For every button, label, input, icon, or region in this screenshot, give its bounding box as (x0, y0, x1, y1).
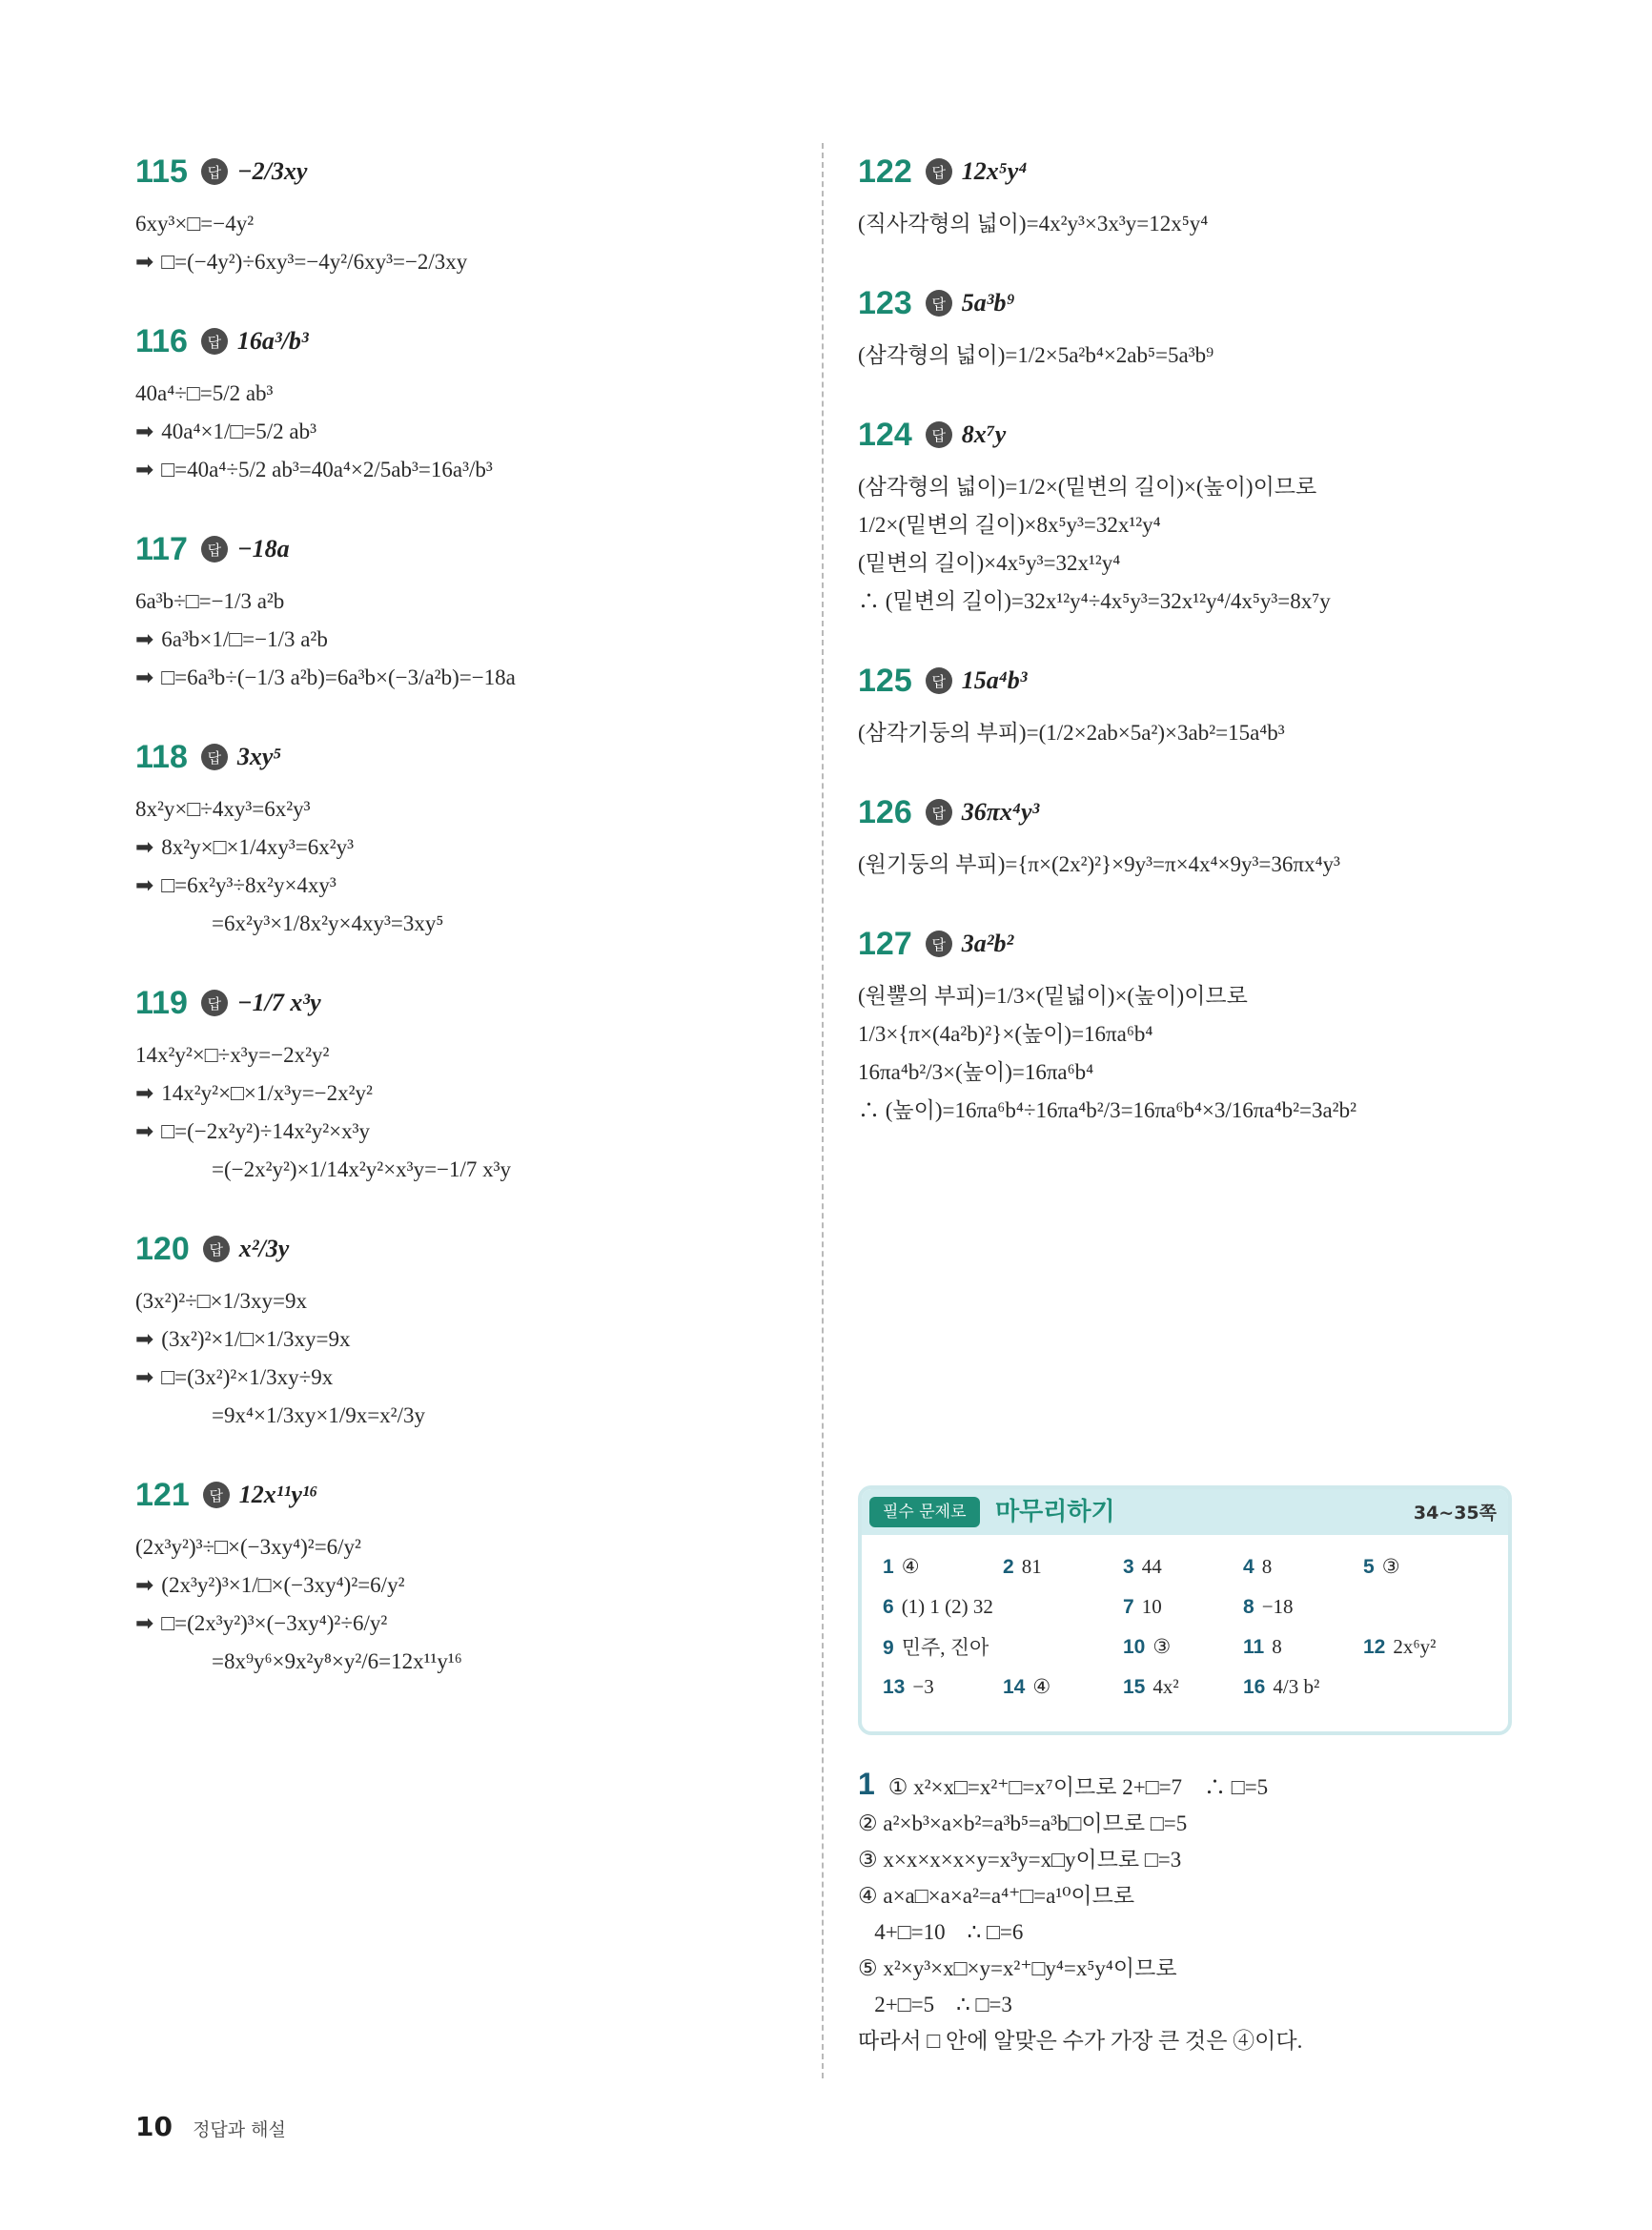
solution-line: ➡ □=(−2x²y²)÷14x²y²×x³y (135, 1117, 803, 1146)
solution-line: ➡ □=6x²y³÷8x²y×4xy³ (135, 871, 803, 900)
problem-answer: −2/3xy (236, 157, 308, 185)
answer-badge: 답 (201, 158, 228, 185)
summary-answer-number: 5 (1363, 1555, 1375, 1578)
summary-answer-value: 8 (1272, 1634, 1282, 1658)
summary-row (883, 1546, 1483, 1586)
solution-text: 따라서 □ 안에 알맞은 수가 가장 큰 것은 ④이다. (858, 2029, 1303, 2053)
problem-number: 119 (135, 984, 188, 1021)
problem-block (858, 915, 1525, 1125)
solution-line (858, 1954, 1506, 1983)
problem-block (135, 1220, 803, 1430)
problem-block (858, 784, 1525, 879)
solution-line: 14x²y²×□÷x³y=−2x²y² (135, 1043, 330, 1067)
solution-line: (2x³y²)³÷□×(−3xy⁴)²=6/y² (135, 1535, 361, 1559)
problem-block (135, 974, 803, 1184)
problem-answer: 15a⁴b³ (961, 666, 1028, 694)
solution-line: ∴ (높이)=16πa⁶b⁴÷16πa⁴b²/3=16πa⁶b⁴×3/16πa⁴b²=3a²b² (858, 1098, 1356, 1122)
summary-answer-number: 3 (1123, 1555, 1134, 1578)
problem-answer: −1/7 x³y (236, 989, 321, 1016)
footer-label: 정답과 해설 (193, 2119, 286, 2140)
solution-line (858, 1882, 1506, 1911)
summary-answer-number: 2 (1003, 1555, 1014, 1578)
solution-line: ➡ □=40a⁴÷5/2 ab³=40a⁴×2/5ab³=16a³/b³ (135, 456, 803, 484)
summary-answer (883, 1555, 1003, 1579)
summary-answer-number: 11 (1243, 1635, 1265, 1658)
solution-line: ➡ 6a³b×1/□=−1/3 a²b (135, 625, 803, 654)
problem-answer: 3a²b² (961, 930, 1014, 957)
solution-line: 6a³b÷□=−1/3 a²b (135, 589, 285, 613)
problem-number: 115 (135, 153, 188, 190)
summary-answer (1363, 1635, 1483, 1659)
problem-header (135, 974, 803, 1032)
summary-answer-value: 2x⁶y² (1393, 1634, 1437, 1658)
problem-header (858, 915, 1525, 972)
problem-number: 125 (858, 662, 912, 699)
summary-answer-number: 15 (1123, 1675, 1146, 1698)
solution-line: 40a⁴÷□=5/2 ab³ (135, 381, 274, 405)
problem-answer: 36πx⁴y³ (961, 798, 1040, 826)
summary-answer-value: 민주, 진아 (901, 1636, 989, 1659)
summary-answer-value: 4/3 b² (1273, 1674, 1320, 1698)
answer-badge: 답 (201, 328, 228, 355)
summary-answer (1123, 1555, 1243, 1579)
solution-text: ④ a×a□×a×a²=a⁴⁺□=a¹⁰이므로 (858, 1884, 1135, 1908)
solution-line: 16πa⁴b²/3×(높이)=16πa⁶b⁴ (858, 1060, 1094, 1084)
solution-line: =(−2x²y²)×1/14x²y²×x³y=−1/7 x³y (212, 1157, 512, 1181)
summary-pages: 34~35쪽 (1413, 1503, 1497, 1524)
problem-header (135, 1220, 803, 1278)
solution-line: ➡ □=(−4y²)÷6xy³=−4y²/6xy³=−2/3xy (135, 248, 803, 276)
summary-answer-value: 44 (1141, 1554, 1162, 1578)
solution-line: ➡ 8x²y×□×1/4xy³=6x²y³ (135, 833, 803, 862)
solution-line: (삼각기둥의 부피)=(1/2×2ab×5a²)×3ab²=15a⁴b³ (858, 721, 1285, 745)
summary-answer (1243, 1595, 1363, 1619)
problem-answer: 3xy⁵ (236, 743, 282, 770)
solution-line: (원기둥의 부피)={π×(2x²)²}×9y³=π×4x⁴×9y³=36πx⁴y³ (858, 852, 1340, 876)
summary-tag: 필수 문제로 (869, 1497, 980, 1527)
solution-line: ➡ (3x²)²×1/□×1/3xy=9x (135, 1325, 803, 1354)
solution-1 (858, 1762, 1506, 2063)
solution-line (858, 1767, 1506, 1802)
solution-line: ➡ □=(2x³y²)³×(−3xy⁴)²÷6/y² (135, 1609, 803, 1638)
solution-line (858, 1810, 1506, 1838)
problem-header (858, 143, 1525, 200)
summary-answer (1123, 1675, 1243, 1699)
summary-answer-value: 10 (1141, 1594, 1162, 1618)
summary-row (883, 1626, 1483, 1667)
summary-answer-number: 10 (1123, 1635, 1146, 1658)
summary-answer-number: 13 (883, 1675, 906, 1698)
problem-header (135, 143, 803, 200)
solution-text: ② a²×b³×a×b²=a³b⁵=a³b□이므로 □=5 (858, 1811, 1188, 1835)
summary-answer-value: 8 (1261, 1554, 1273, 1578)
problem-block (858, 143, 1525, 238)
problem-number: 117 (135, 530, 188, 567)
answer-badge: 답 (926, 421, 952, 448)
answer-badge: 답 (926, 799, 952, 826)
problem-block (135, 728, 803, 938)
solution-text: 2+□=5 ∴ □=3 (858, 1993, 1012, 2016)
problem-block (135, 1466, 803, 1676)
summary-title: 마무리하기 (995, 1498, 1115, 1526)
problem-answer: 12x⁵y⁴ (961, 157, 1028, 185)
column-divider (822, 143, 824, 2078)
problem-number: 126 (858, 793, 912, 830)
problem-number: 116 (135, 322, 188, 359)
answer-badge: 답 (201, 990, 228, 1016)
solution-line: =8x⁹y⁶×9x²y⁸×y²/6=12x¹¹y¹⁶ (212, 1649, 462, 1673)
solution-line (858, 1991, 1506, 2019)
problem-answer: 12x¹¹y¹⁶ (238, 1481, 318, 1508)
summary-answer-number: 14 (1003, 1675, 1026, 1698)
summary-answer-value: 81 (1021, 1554, 1042, 1578)
summary-answer-grid (883, 1546, 1483, 1707)
summary-answer-value: ③ (1152, 1634, 1172, 1658)
solution-line: =6x²y³×1/8x²y×4xy³=3xy⁵ (212, 911, 444, 935)
summary-answer-number: 1 (883, 1555, 894, 1578)
problem-header (858, 652, 1525, 709)
answer-badge: 답 (926, 290, 952, 317)
problem-header (135, 1466, 803, 1524)
solution-line: (삼각형의 넓이)=1/2×(밑변의 길이)×(높이)이므로 (858, 475, 1317, 499)
summary-answer (883, 1675, 1003, 1699)
solution-line: ➡ (2x³y²)³×1/□×(−3xy⁴)²=6/y² (135, 1571, 803, 1600)
page-number: 10 (135, 2111, 173, 2142)
problem-header (858, 784, 1525, 841)
summary-answer-number: 9 (883, 1637, 894, 1659)
answer-badge: 답 (201, 744, 228, 770)
solution-line: 1/3×{π×(4a²b)²}×(높이)=16πa⁶b⁴ (858, 1022, 1153, 1046)
summary-answer-number: 4 (1243, 1555, 1254, 1578)
summary-box (858, 1485, 1512, 1735)
summary-answer-value: ④ (1032, 1674, 1051, 1698)
solution-line: (3x²)²÷□×1/3xy=9x (135, 1289, 307, 1313)
solution-line: ➡ 14x²y²×□×1/x³y=−2x²y² (135, 1079, 803, 1108)
solution-line: ∴ (밑변의 길이)=32x¹²y⁴÷4x⁵y³=32x¹²y⁴/4x⁵y³=8x⁷y (858, 589, 1331, 613)
summary-answer (1363, 1555, 1483, 1579)
summary-answer (883, 1595, 1123, 1619)
problem-number: 121 (135, 1476, 190, 1513)
problem-answer: 16a³/b³ (236, 327, 309, 355)
summary-answer-number: 8 (1243, 1595, 1254, 1618)
problem-block (135, 313, 803, 484)
solution-line: 8x²y×□÷4xy³=6x²y³ (135, 797, 311, 821)
summary-answer (1003, 1675, 1123, 1699)
summary-answer (1243, 1675, 1363, 1699)
problem-header (858, 275, 1525, 332)
solution-line (858, 1918, 1506, 1947)
solution-line: (원뿔의 부피)=1/3×(밑넓이)×(높이)이므로 (858, 984, 1248, 1008)
right-column (858, 143, 1525, 1161)
summary-answer-number: 16 (1243, 1675, 1266, 1698)
problem-number: 124 (858, 416, 912, 453)
solution-line: (밑변의 길이)×4x⁵y³=32x¹²y⁴ (858, 551, 1121, 575)
summary-answer-value: (1) 1 (2) 32 (901, 1594, 993, 1618)
answer-badge: 답 (203, 1482, 230, 1508)
summary-answer-number: 7 (1123, 1595, 1134, 1618)
problem-block (135, 143, 803, 276)
answer-badge: 답 (203, 1236, 230, 1262)
problem-header (135, 521, 803, 578)
solution-line (858, 1846, 1506, 1874)
summary-answer-number: 6 (883, 1595, 894, 1618)
summary-answer (1123, 1635, 1243, 1659)
summary-answer (883, 1632, 1123, 1661)
problem-header (135, 728, 803, 786)
summary-answer-number: 12 (1363, 1635, 1386, 1658)
answer-badge: 답 (926, 931, 952, 957)
solution-line: 1/2×(밑변의 길이)×8x⁵y³=32x¹²y⁴ (858, 513, 1161, 537)
page-footer (135, 2111, 286, 2142)
solution-text: ⑤ x²×y³×x□×y=x²⁺□y⁴=x⁵y⁴이므로 (858, 1956, 1177, 1980)
problem-number: 122 (858, 153, 912, 190)
summary-answer (1243, 1555, 1363, 1579)
solution-line: (삼각형의 넓이)=1/2×5a²b⁴×2ab⁵=5a³b⁹ (858, 343, 1214, 367)
solution-text: ③ x×x×x×x×y=x³y=x□y이므로 □=3 (858, 1848, 1182, 1872)
summary-row (883, 1586, 1483, 1626)
problem-number: 120 (135, 1230, 190, 1267)
summary-answer-value: ④ (901, 1554, 920, 1578)
problem-answer: x²/3y (238, 1235, 290, 1262)
solution-line (858, 2027, 1506, 2056)
left-column (135, 143, 803, 1712)
solution-line: ➡ 40a⁴×1/□=5/2 ab³ (135, 418, 803, 446)
solution-line: =9x⁴×1/3xy×1/9x=x²/3y (212, 1403, 425, 1427)
summary-answer-value: ③ (1381, 1554, 1400, 1578)
solution-line: 6xy³×□=−4y² (135, 212, 255, 235)
summary-answer-value: −18 (1261, 1594, 1294, 1618)
answer-badge: 답 (926, 667, 952, 694)
summary-answer (1123, 1595, 1243, 1619)
solution-line: ➡ □=6a³b÷(−1/3 a²b)=6a³b×(−3/a²b)=−18a (135, 664, 803, 692)
problem-header (858, 406, 1525, 463)
problem-number: 118 (135, 738, 188, 775)
problem-block (858, 406, 1525, 616)
solution-text: ① x²×x□=x²⁺□=x⁷이므로 2+□=7 ∴ □=5 (887, 1775, 1269, 1799)
problem-answer: 8x⁷y (961, 420, 1007, 448)
summary-answer-value: −3 (912, 1674, 934, 1698)
answer-badge: 답 (926, 158, 952, 185)
summary-answer (1243, 1635, 1363, 1659)
answer-badge: 답 (201, 536, 228, 563)
problem-block (135, 521, 803, 692)
problem-answer: −18a (236, 535, 290, 563)
solution-number: 1 (858, 1767, 875, 1801)
problem-answer: 5a³b⁹ (961, 289, 1015, 317)
summary-row (883, 1667, 1483, 1707)
solution-text: 4+□=10 ∴ □=6 (858, 1920, 1024, 1944)
problem-number: 127 (858, 925, 912, 962)
problem-block (858, 275, 1525, 370)
solution-line: ➡ □=(3x²)²×1/3xy÷9x (135, 1363, 803, 1392)
problem-number: 123 (858, 284, 912, 321)
summary-answer (1003, 1555, 1123, 1579)
solution-line: (직사각형의 넓이)=4x²y³×3x³y=12x⁵y⁴ (858, 212, 1209, 235)
summary-answer-value: 4x² (1152, 1674, 1179, 1698)
problem-block (858, 652, 1525, 747)
problem-header (135, 313, 803, 370)
